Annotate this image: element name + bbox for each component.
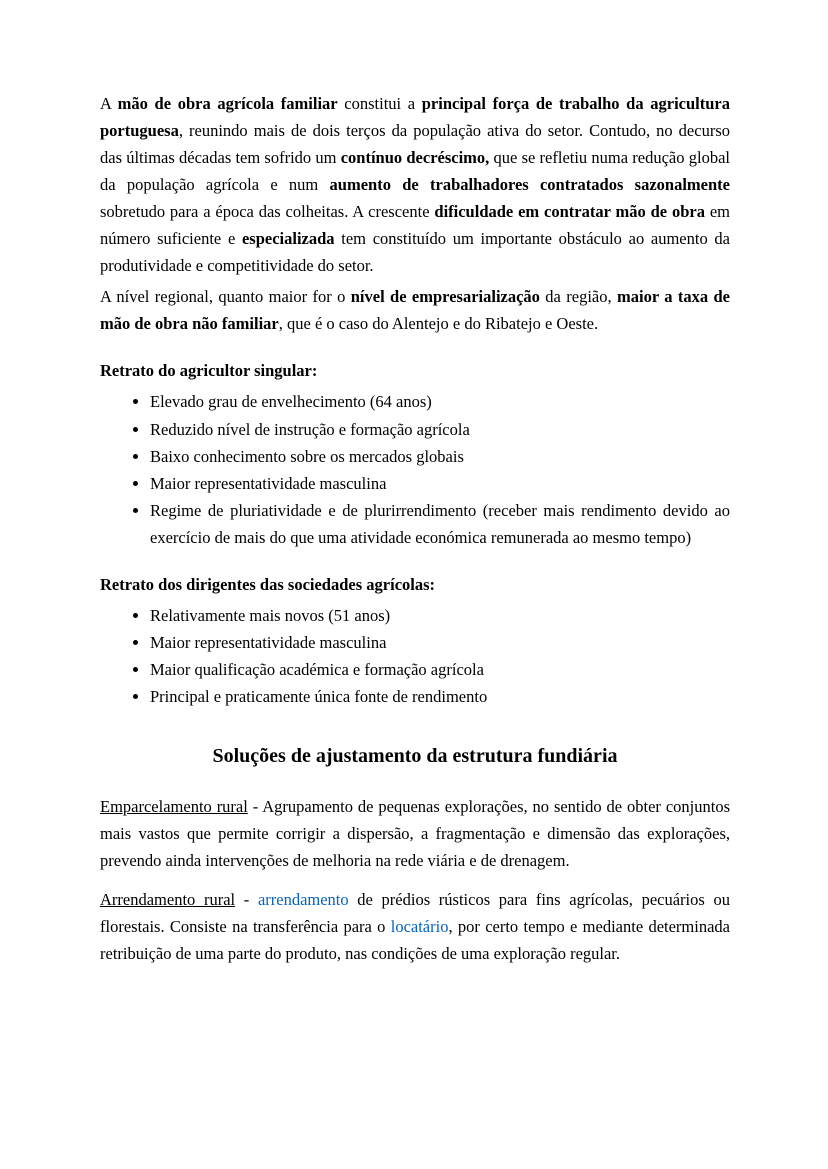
text-run: especializada bbox=[241, 229, 335, 249]
text-run: - bbox=[235, 889, 258, 909]
list-item: • Maior representatividade masculina bbox=[150, 470, 730, 497]
text-run: dificuldade em contratar mão de obra bbox=[434, 202, 705, 222]
text-run: A nível regional, quanto maior for o bbox=[100, 287, 351, 307]
farmer-profile-heading: Retrato do agricultor singular: bbox=[100, 361, 318, 381]
list-item: • Baixo conhecimento sobre os mercados globais bbox=[150, 443, 730, 470]
text-run: , por certo tempo e mediante determinada retribuição de uma parte do produto, nas condições de uma exploração regular. bbox=[100, 916, 730, 964]
list-item: • Elevado grau de envelhecimento (64 anos) bbox=[150, 388, 730, 415]
text-run: aumento de trabalhadores contratados sazonalmente bbox=[329, 175, 730, 195]
solutions-heading: Soluções de ajustamento da estrutura fundiária bbox=[212, 744, 618, 767]
text-run: , que é o caso do Alentejo e do Ribatejo e Oeste. bbox=[278, 314, 599, 334]
text-run: sobretudo para a época das colheitas. A crescente bbox=[100, 202, 435, 222]
text-run: em número suficiente e bbox=[100, 202, 730, 249]
list-item: • Principal e praticamente única fonte de rendimento bbox=[150, 683, 730, 710]
text-run: principal força de trabalho da agricultura portuguesa bbox=[100, 94, 730, 141]
list-item: • Regime de pluriatividade e de plurirrendimento (receber mais rendimento devido ao exercício de mais do que uma atividade económica remunerada ao mesmo tempo) bbox=[150, 497, 730, 551]
text-run: da região, bbox=[539, 287, 617, 307]
emparcelamento-paragraph bbox=[100, 793, 730, 874]
text-run: Emparcelamento rural bbox=[100, 796, 248, 816]
text-run: maior a taxa de mão de obra não familiar bbox=[100, 287, 730, 334]
text-run: A bbox=[100, 94, 118, 113]
list-item: • Maior representatividade masculina bbox=[150, 629, 730, 656]
text-run: nível de empresarialização bbox=[350, 287, 540, 307]
text-run: de prédios rústicos para fins agrícolas, pecuários ou florestais. Consiste na transferência para o bbox=[100, 889, 730, 936]
text-run: - Agrupamento de pequenas explorações, no sentido de obter conjuntos mais vastos que permite corrigir a dispersão, a fragmentação e dimensão das explorações, prevendo ainda intervenções de melhoria na rede viária e de drenagem. bbox=[100, 796, 730, 870]
arrendamento-link[interactable]: arrendamento bbox=[257, 889, 349, 909]
list-item: • Relativamente mais novos (51 anos) bbox=[150, 602, 730, 629]
intro-paragraph bbox=[100, 90, 730, 279]
text-run: contínuo decréscimo, bbox=[340, 148, 490, 168]
farmer-profile-list bbox=[100, 388, 730, 550]
text-run: constitui a bbox=[337, 94, 422, 113]
directors-profile-heading: Retrato dos dirigentes das sociedades agrícolas: bbox=[100, 574, 436, 594]
text-run: que se refletiu numa redução global da população agrícola e num bbox=[100, 148, 730, 195]
text-run: mão de obra agrícola familiar bbox=[117, 94, 338, 113]
text-run: , reunindo mais de dois terços da população ativa do setor. Contudo, no decurso das últimas décadas tem sofrido um bbox=[100, 121, 730, 168]
directors-profile-list bbox=[100, 602, 730, 710]
locatario-link[interactable]: locatário bbox=[390, 916, 449, 936]
list-item: • Reduzido nível de instrução e formação agrícola bbox=[150, 416, 730, 443]
regional-paragraph bbox=[100, 283, 730, 337]
arrendamento-paragraph bbox=[100, 886, 730, 967]
text-run: tem constituído um importante obstáculo ao aumento da produtividade e competitividade do setor. bbox=[100, 229, 730, 276]
list-item: • Maior qualificação académica e formação agrícola bbox=[150, 656, 730, 683]
text-run: Arrendamento rural bbox=[100, 889, 236, 909]
